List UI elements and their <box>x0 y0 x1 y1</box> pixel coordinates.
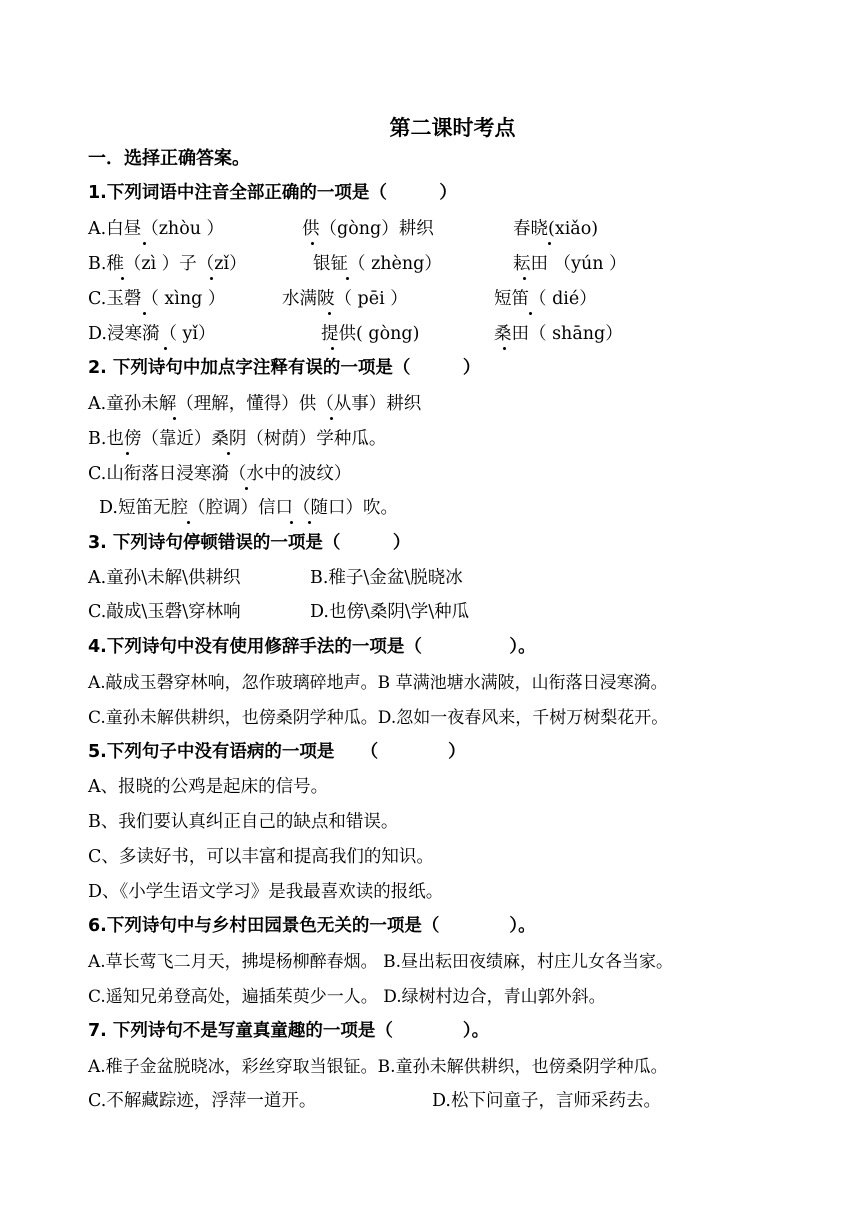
question-3-stem: 3. 下列诗句停顿错误的一项是（ ） <box>88 533 411 553</box>
emphasis-dot <box>523 277 526 280</box>
emphasis-dot <box>331 347 334 350</box>
emphasis-dot <box>227 452 230 455</box>
option-c: C.敲成\玉磬\穿林响 <box>88 602 241 622</box>
emphasis-dot <box>503 347 506 350</box>
option-c-part-1: C.玉磬（ xìng ） <box>88 289 226 309</box>
question-2-option-b: B.也傍（靠近）桑阴（树荫）学种瓜。 <box>88 429 387 449</box>
emphasis-dot <box>245 487 248 490</box>
option-b: B.稚子\金盆\脱晓冰 <box>310 568 463 588</box>
question-1-stem: 1.下列词语中注音全部正确的一项是（ ） <box>88 183 457 203</box>
page-title: 第二课时考点 <box>389 116 516 140</box>
option-a-part-3: 春晓(xiǎo) <box>513 219 599 239</box>
option-a: A.童孙\未解\供耕织 <box>88 568 241 588</box>
question-2-option-a: A.童孙未解（理解，懂得）供（从事）耕织 <box>88 394 422 414</box>
emphasis-dot <box>308 521 311 524</box>
option-d-part-3: 桑田（ shāng） <box>494 324 623 344</box>
emphasis-dot <box>328 312 331 315</box>
emphasis-dot <box>173 417 176 420</box>
emphasis-dot <box>210 277 213 280</box>
option-a-part-1: A.白昼（zhòu ） <box>88 219 225 239</box>
question-2-option-c: C.山衔落日浸寒漪（水中的波纹） <box>88 464 352 484</box>
emphasis-dot <box>121 277 124 280</box>
emphasis-dot <box>548 242 551 245</box>
emphasis-dot <box>143 312 146 315</box>
question-5-option-d: D、《小学生语文学习》是我最喜欢读的报纸。 <box>88 882 444 902</box>
question-6-stem: 6.下列诗句中与乡村田园景色无关的一项是（ ）。 <box>88 916 536 936</box>
option-d-part-1: D.浸寒漪（ yǐ） <box>88 324 216 344</box>
option-b-part-1: B.稚（zì ）子（zǐ） <box>88 254 247 274</box>
emphasis-dot <box>164 347 167 350</box>
option-c-part-2: 水满陂（ pēi ） <box>282 289 408 309</box>
question-4-line-1: A.敲成玉磬穿林响，忽作玻璃碎地声。B 草满池塘水满陂，山衔落日浸寒漪。 <box>88 673 668 693</box>
option-c-part-3: 短笛（ dié） <box>494 289 597 309</box>
emphasis-dot <box>346 277 349 280</box>
question-7-line-1: A.稚子金盆脱晓冰，彩丝穿取当银钲。B.童孙未解供耕织，也傍桑阴学种瓜。 <box>88 1057 668 1077</box>
question-4-stem: 4.下列诗句中没有使用修辞手法的一项是（ ）。 <box>88 637 536 657</box>
question-5-option-a: A、报晓的公鸡是起床的信号。 <box>88 777 329 797</box>
question-5-option-b: B、我们要认真纠正自己的缺点和错误。 <box>88 812 399 832</box>
emphasis-dot <box>311 242 314 245</box>
question-5-option-c: C、多读好书，可以丰富和提高我们的知识。 <box>88 847 434 867</box>
option-a-part-2: 供（gòng）耕织 <box>302 219 434 239</box>
option-c: C.不解藏踪迹，浮萍一道开。 <box>88 1091 317 1111</box>
emphasis-dot <box>126 452 129 455</box>
emphasis-dot <box>529 312 532 315</box>
emphasis-dot <box>143 242 146 245</box>
section-heading: 一．选择正确答案。 <box>88 148 250 169</box>
option-b-part-2: 银钲（ zhèng） <box>313 254 442 274</box>
option-d-part-2: 提供( gòng) <box>321 324 420 344</box>
option-d: D.也傍\桑阴\学\种瓜 <box>310 602 470 622</box>
option-d: D.松下问童子，言师采药去。 <box>432 1091 661 1111</box>
emphasis-dot <box>330 417 333 420</box>
question-2-stem: 2. 下列诗句中加点字注释有误的一项是（ ） <box>88 358 481 378</box>
question-6-line-2: C.遥知兄弟登高处，遍插茱萸少一人。 D.绿树村边合，青山郭外斜。 <box>88 987 606 1007</box>
question-2-option-d: D.短笛无腔（腔调）信口（随口）吹。 <box>99 498 398 518</box>
question-6-line-1: A.草长莺飞二月天，拂堤杨柳醉春烟。 B.昼出耘田夜绩麻，村庄儿女各当家。 <box>88 952 673 972</box>
question-7-stem: 7. 下列诗句不是写童真童趣的一项是（ ）。 <box>88 1021 490 1041</box>
emphasis-dot <box>187 521 190 524</box>
option-b-part-3: 耘田 （yún ） <box>513 254 627 274</box>
question-5-stem: 5.下列句子中没有语病的一项是 （ ） <box>88 742 466 762</box>
question-4-line-2: C.童孙未解供耕织，也傍桑阴学种瓜。D.忽如一夜春风来，千树万树梨花开。 <box>88 708 669 728</box>
emphasis-dot <box>290 521 293 524</box>
